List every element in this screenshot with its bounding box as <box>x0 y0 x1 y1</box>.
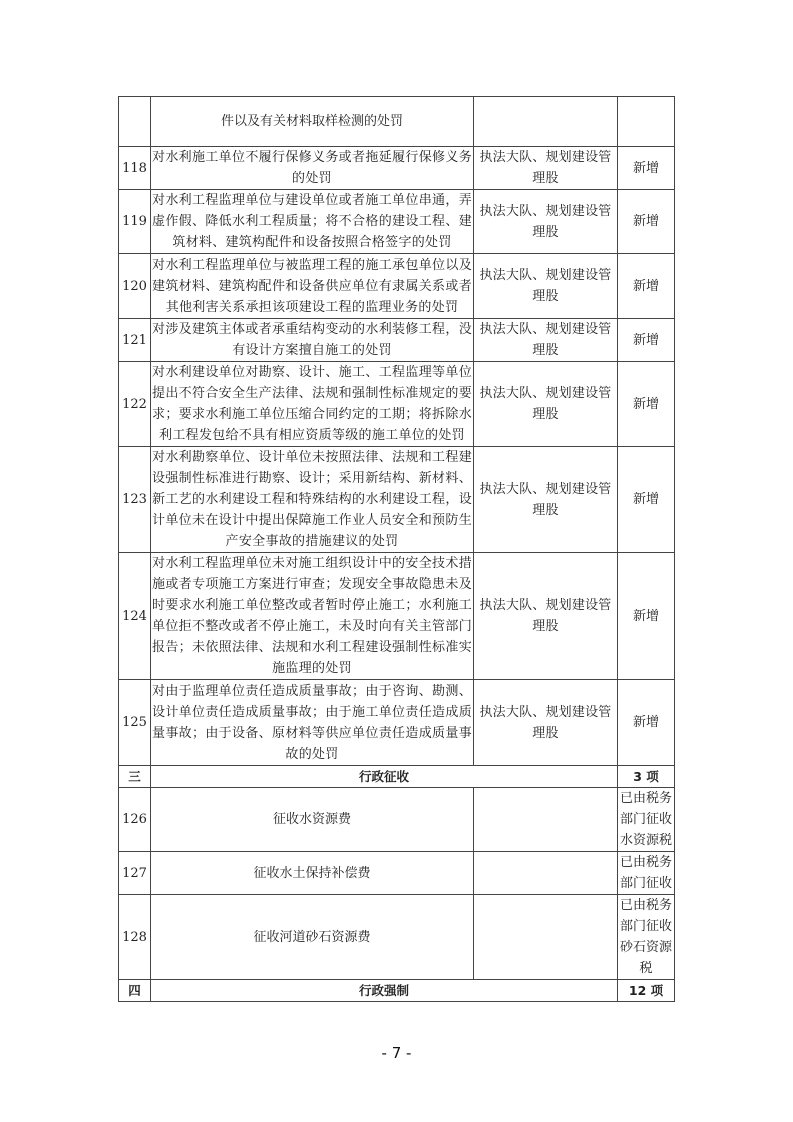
row-note: 新增 <box>618 680 675 766</box>
section-index: 三 <box>119 766 151 788</box>
section-count: 12 项 <box>618 980 675 1002</box>
section-title: 行政征收 <box>151 766 618 788</box>
row-note: 新增 <box>618 553 675 680</box>
section-count: 3 项 <box>618 766 675 788</box>
table-row <box>119 447 675 553</box>
section-title: 行政强制 <box>151 980 618 1002</box>
row-number: 125 <box>119 680 151 766</box>
row-note <box>618 97 675 147</box>
row-number: 128 <box>119 895 151 980</box>
row-department <box>474 788 618 852</box>
row-number-cell <box>119 97 151 147</box>
row-note: 新增 <box>618 147 675 190</box>
table-row-continuation <box>119 97 675 147</box>
row-number: 127 <box>119 852 151 895</box>
row-number: 124 <box>119 553 151 680</box>
row-description: 对由于监理单位责任造成质量事故；由于咨询、勘测、设计单位责任造成质量事故；由于施工单位责任造成质量事故；由于设备、原材料等供应单位责任造成质量事故的处罚 <box>151 680 474 766</box>
row-note: 已由税务部门征收水资源税 <box>618 788 675 852</box>
table-row <box>119 852 675 895</box>
table-row <box>119 680 675 766</box>
row-department: 执法大队、规划建设管理股 <box>474 680 618 766</box>
row-department <box>474 852 618 895</box>
row-number: 119 <box>119 190 151 254</box>
row-note: 已由税务部门征收砂石资源税 <box>618 895 675 980</box>
power-list-table <box>118 96 675 1002</box>
row-description: 对水利勘察单位、设计单位未按照法律、法规和工程建设强制性标准进行勘察、设计；采用新结构、新材料、新工艺的水利建设工程和特殊结构的水利建设工程，设计单位未在设计中提出保障施工作业人员安全和预防生产安全事故的措施建议的处罚 <box>151 447 474 553</box>
row-department: 执法大队、规划建设管理股 <box>474 147 618 190</box>
row-description: 件以及有关材料取样检测的处罚 <box>151 97 474 147</box>
row-number: 126 <box>119 788 151 852</box>
row-number: 118 <box>119 147 151 190</box>
table-row <box>119 553 675 680</box>
row-department <box>474 97 618 147</box>
row-note: 新增 <box>618 190 675 254</box>
table-row <box>119 362 675 447</box>
row-note: 新增 <box>618 254 675 319</box>
row-description: 征收水资源费 <box>151 788 474 852</box>
row-note: 已由税务部门征收 <box>618 852 675 895</box>
row-number: 121 <box>119 319 151 362</box>
table-row <box>119 788 675 852</box>
row-department: 执法大队、规划建设管理股 <box>474 254 618 319</box>
table-row <box>119 254 675 319</box>
row-description: 对水利工程监理单位与被监理工程的施工承包单位以及建筑材料、建筑构配件和设备供应单位有隶属关系或者其他利害关系承担该项建设工程的监理业务的处罚 <box>151 254 474 319</box>
row-department: 执法大队、规划建设管理股 <box>474 362 618 447</box>
row-description: 对水利工程监理单位与建设单位或者施工单位串通，弄虚作假、降低水利工程质量；将不合格的建设工程、建筑材料、建筑构配件和设备按照合格签字的处罚 <box>151 190 474 254</box>
table-row <box>119 147 675 190</box>
row-description: 对水利工程监理单位未对施工组织设计中的安全技术措施或者专项施工方案进行审查；发现安全事故隐患未及时要求水利施工单位整改或者暂时停止施工；水利施工单位拒不整改或者不停止施工，未及时向有关主管部门报告；未依照法律、法规和水利工程建设强制性标准实施监理的处罚 <box>151 553 474 680</box>
row-number: 122 <box>119 362 151 447</box>
table-row <box>119 319 675 362</box>
row-department: 执法大队、规划建设管理股 <box>474 319 618 362</box>
table-row <box>119 895 675 980</box>
row-department: 执法大队、规划建设管理股 <box>474 190 618 254</box>
section-header-row <box>119 766 675 788</box>
row-note: 新增 <box>618 362 675 447</box>
row-department <box>474 895 618 980</box>
row-description: 征收河道砂石资源费 <box>151 895 474 980</box>
row-department: 执法大队、规划建设管理股 <box>474 447 618 553</box>
row-note: 新增 <box>618 319 675 362</box>
row-description: 对水利施工单位不履行保修义务或者拖延履行保修义务的处罚 <box>151 147 474 190</box>
section-index: 四 <box>119 980 151 1002</box>
page-number: - 7 - <box>381 1044 412 1062</box>
row-note: 新增 <box>618 447 675 553</box>
row-department: 执法大队、规划建设管理股 <box>474 553 618 680</box>
row-number: 123 <box>119 447 151 553</box>
row-description: 征收水土保持补偿费 <box>151 852 474 895</box>
row-description: 对涉及建筑主体或者承重结构变动的水利装修工程，没有设计方案擅自施工的处罚 <box>151 319 474 362</box>
row-number: 120 <box>119 254 151 319</box>
section-header-row <box>119 980 675 1002</box>
table-row <box>119 190 675 254</box>
row-description: 对水利建设单位对勘察、设计、施工、工程监理等单位提出不符合安全生产法律、法规和强制性标准规定的要求；要求水利施工单位压缩合同约定的工期；将拆除水利工程发包给不具有相应资质等级的施工单位的处罚 <box>151 362 474 447</box>
